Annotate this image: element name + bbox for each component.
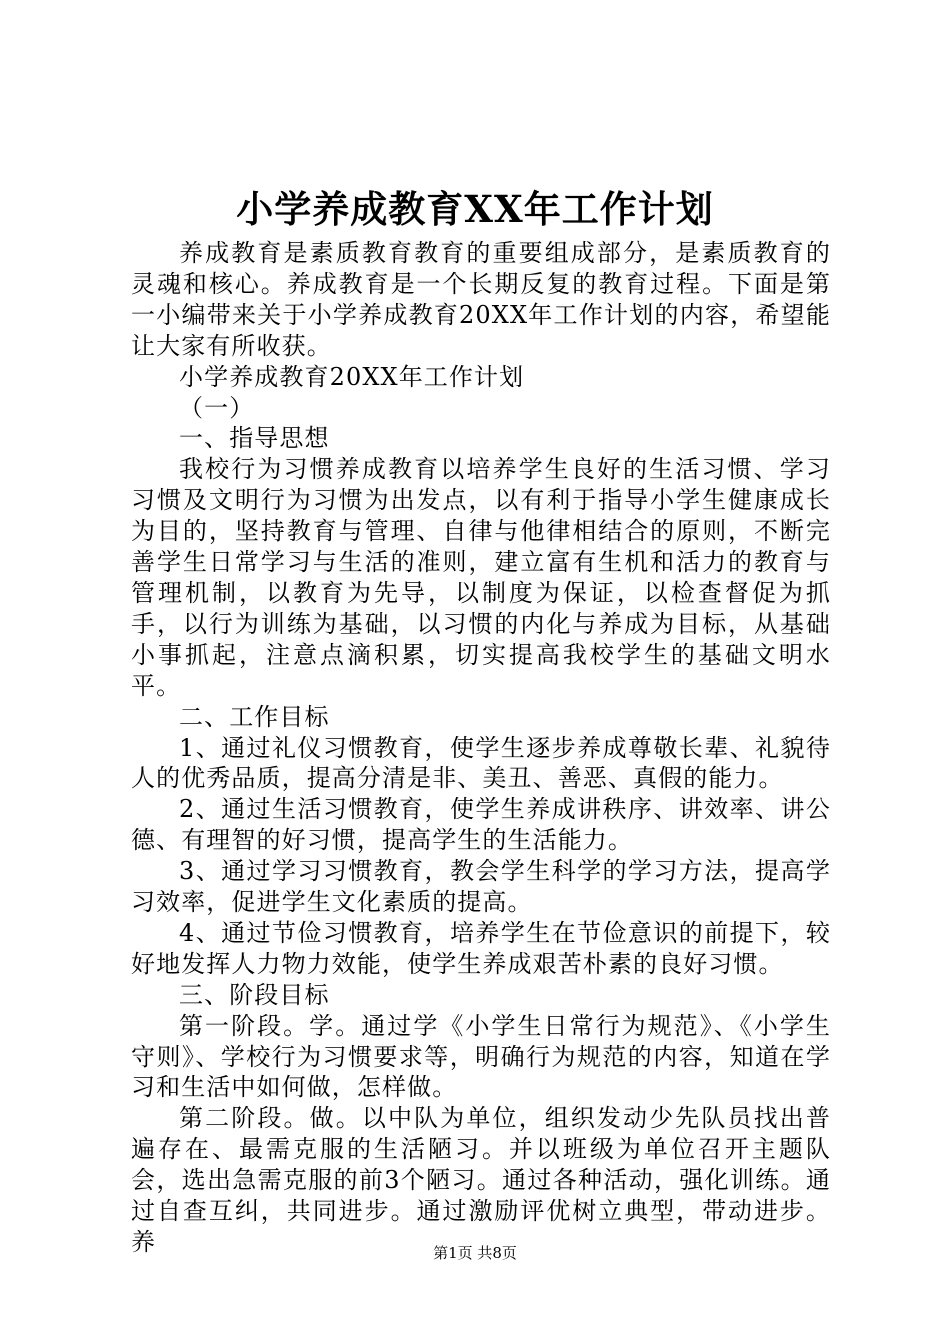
goal-item-4: 4、通过节俭习惯教育，培养学生在节俭意识的前提下，较好地发挥人力物力效能，使学生养成艰苦朴素的良好习惯。 bbox=[131, 918, 831, 978]
section-heading-work-goals: 二、工作目标 bbox=[179, 702, 330, 731]
page-footer: 第1页 共8页 bbox=[433, 1244, 517, 1262]
intro-paragraph: 养成教育是素质教育教育的重要组成部分，是素质教育的灵魂和核心。养成教育是一个长期反复的教育过程。下面是第一小编带来关于小学养成教育20XX年工作计划的内容，希望能让大家有所收获。 bbox=[131, 239, 831, 360]
document-body bbox=[131, 238, 831, 1258]
guiding-ideology-paragraph: 我校行为习惯养成教育以培养学生良好的生活习惯、学习习惯及文明行为习惯为出发点，以有利于指导小学生健康成长为目的，坚持教育与管理、自律与他律相结合的原则，不断完善学生日常学习与生活的准则，建立富有生机和活力的教育与管理机制，以教育为先导，以制度为保证，以检查督促为抓手，以行为训练为基础，以习惯的内化与养成为目标，从基础小事抓起，注意点滴积累，切实提高我校学生的基础文明水平。 bbox=[131, 455, 831, 700]
goal-item-1: 1、通过礼仪习惯教育，使学生逐步养成尊敬长辈、礼貌待人的优秀品质，提高分清是非、美丑、善恶、真假的能力。 bbox=[131, 733, 831, 793]
section-number: （一） bbox=[179, 393, 255, 422]
section-heading-stage-goals: 三、阶段目标 bbox=[179, 980, 330, 1009]
goal-item-3: 3、通过学习习惯教育，教会学生科学的学习方法，提高学习效率，促进学生文化素质的提高。 bbox=[131, 857, 831, 917]
subtitle-paragraph: 小学养成教育20XX年工作计划 bbox=[179, 362, 525, 391]
document-title: 小学养成教育XX年工作计划 bbox=[236, 187, 714, 231]
stage-two-paragraph: 第二阶段。做。以中队为单位，组织发动少先队员找出普遍存在、最需克服的生活陋习。并以班级为单位召开主题队会，选出急需克服的前3个陋习。通过各种活动，强化训练。通过自查互纠，共同进步。通过激励评优树立典型，带动进步。养 bbox=[131, 1104, 831, 1256]
goal-item-2: 2、通过生活习惯教育，使学生养成讲秩序、讲效率、讲公德、有理智的好习惯，提高学生的生活能力。 bbox=[131, 795, 831, 855]
section-heading-guiding-ideology: 一、指导思想 bbox=[179, 424, 330, 453]
stage-one-paragraph: 第一阶段。学。通过学《小学生日常行为规范》、《小学生守则》、学校行为习惯要求等，明确行为规范的内容，知道在学习和生活中如何做，怎样做。 bbox=[131, 1011, 831, 1102]
